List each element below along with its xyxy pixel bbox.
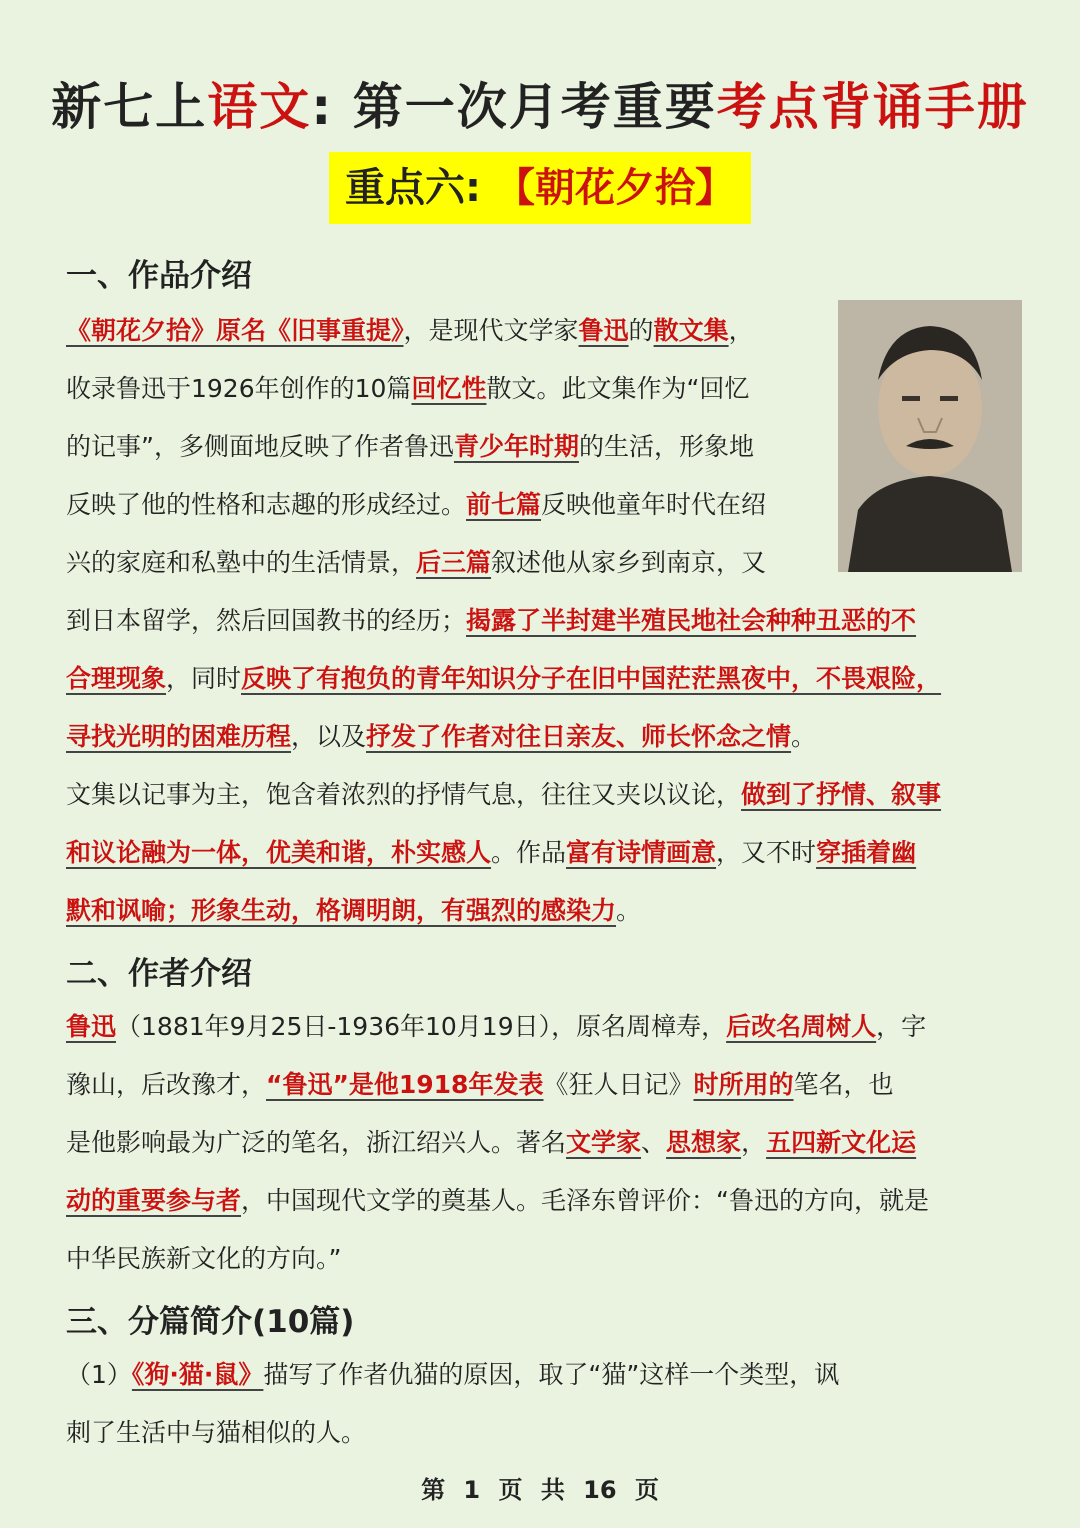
page-footer: 第 1 页 共 16 页 <box>421 1476 659 1504</box>
subtitle-highlight-box: 重点六: 【朝花夕拾】 <box>329 152 751 224</box>
subtitle-wrapper <box>0 152 1080 224</box>
portrait-image <box>838 300 1022 572</box>
section-heading-work-intro: 一、作品介绍 <box>66 258 252 294</box>
section1-paragraph-2: 文集以记事为主，饱含着浓烈的抒情气息，往往又夹以议论，做到了抒情、叙事 和议论融为一体，优美和谐，朴实感人。作品富有诗情画意，又不时穿插着幽 默和讽喻；形象生动，格调明朗，有强烈的感染力。 <box>66 780 942 925</box>
section-heading-author-intro: 二、作者介绍 <box>66 956 252 992</box>
author-portrait <box>838 300 1022 572</box>
section1-paragraph-1b: 到日本留学，然后回国教书的经历；揭露了半封建半殖民地社会种种丑恶的不 合理现象，同时反映了有抱负的青年知识分子在旧中国茫茫黑夜中，不畏艰险， 寻找光明的困难历程，以及抒发了作者对往日亲友、师长怀念之情。 <box>66 606 942 751</box>
section1-paragraph-1a: 《朝花夕拾》原名《旧事重提》，是现代文学家鲁迅的散文集， 收录鲁迅于1926年创作的10篇回忆性散文。此文集作为“回忆 的记事”，多侧面地反映了作者鲁迅青少年时期的生活，形象地 反映了他的性格和志趣的形成经过。前七篇反映他童年时代在绍 兴的家庭和私塾中的生活情景，后三篇叙述他从家乡到南京，又 <box>66 316 767 577</box>
section3-item-1: （1）《狗·猫·鼠》描写了作者仇猫的原因，取了“猫”这样一个类型，讽 刺了生活中与猫相似的人。 <box>66 1360 840 1447</box>
page-title: 新七上语文: 第一次月考重要考点背诵手册 <box>51 78 1029 136</box>
section-heading-chapters: 三、分篇简介(10篇) <box>66 1304 355 1340</box>
section2-paragraph: 鲁迅（1881年9月25日-1936年10月19日），原名周樟寿，后改名周树人，字 豫山，后改豫才，“鲁迅”是他1918年发表《狂人日记》时所用的笔名，也 是他影响最为广泛的笔名，浙江绍兴人。著名文学家、思想家，五四新文化运 动的重要参与者，中国现代文学的奠基人。毛泽东曾评价：“鲁迅的方向，就是 中华民族新文化的方向。” <box>66 1012 929 1273</box>
